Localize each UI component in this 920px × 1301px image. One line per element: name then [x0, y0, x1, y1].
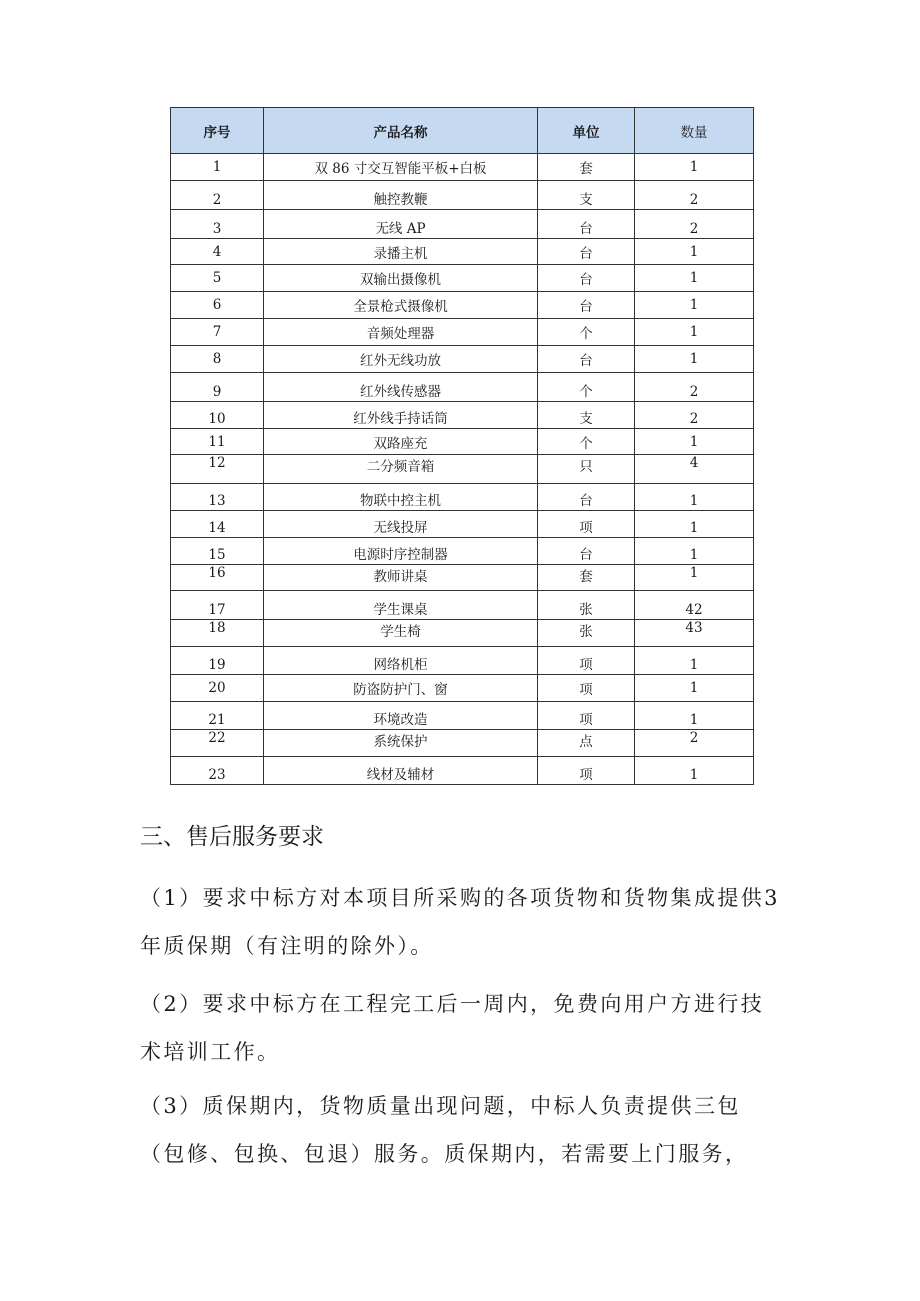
cell-quantity: 43	[635, 620, 754, 647]
cell-unit: 个	[538, 319, 635, 346]
table-row	[171, 373, 754, 402]
cell-product-name: 双路座充	[264, 429, 538, 455]
cell-index: 9	[171, 373, 264, 402]
cell-unit: 点	[538, 730, 635, 757]
table-row	[171, 538, 754, 565]
table-row	[171, 647, 754, 675]
table-row	[171, 239, 754, 265]
cell-index: 7	[171, 319, 264, 346]
cell-index: 8	[171, 346, 264, 373]
cell-unit: 项	[538, 757, 635, 785]
cell-quantity: 1	[635, 346, 754, 373]
cell-index: 21	[171, 702, 264, 730]
cell-product-name: 网络机柜	[264, 647, 538, 675]
header-index: 序号	[171, 108, 264, 154]
cell-quantity: 1	[635, 565, 754, 591]
cell-index: 17	[171, 591, 264, 620]
cell-quantity: 1	[635, 511, 754, 538]
cell-index: 16	[171, 565, 264, 591]
cell-product-name: 系统保护	[264, 730, 538, 757]
cell-unit: 台	[538, 210, 635, 239]
cell-unit: 只	[538, 455, 635, 484]
table-row	[171, 591, 754, 620]
table-body	[171, 154, 754, 785]
header-product-name: 产品名称	[264, 108, 538, 154]
cell-index: 4	[171, 239, 264, 265]
table-row	[171, 484, 754, 511]
cell-index: 6	[171, 292, 264, 319]
table-row	[171, 620, 754, 647]
cell-quantity: 2	[635, 730, 754, 757]
cell-quantity: 1	[635, 265, 754, 292]
cell-unit: 套	[538, 154, 635, 181]
cell-unit: 个	[538, 429, 635, 455]
cell-index: 1	[171, 154, 264, 181]
cell-index: 19	[171, 647, 264, 675]
cell-quantity: 1	[635, 154, 754, 181]
cell-unit: 张	[538, 620, 635, 647]
cell-index: 3	[171, 210, 264, 239]
cell-product-name: 无线投屏	[264, 511, 538, 538]
table-row	[171, 346, 754, 373]
cell-product-name: 学生椅	[264, 620, 538, 647]
cell-unit: 台	[538, 292, 635, 319]
cell-quantity: 2	[635, 373, 754, 402]
cell-product-name: 红外线手持话筒	[264, 402, 538, 429]
table-row	[171, 511, 754, 538]
cell-product-name: 线材及辅材	[264, 757, 538, 785]
cell-quantity: 1	[635, 538, 754, 565]
table-row	[171, 675, 754, 702]
cell-product-name: 红外无线功放	[264, 346, 538, 373]
cell-index: 5	[171, 265, 264, 292]
cell-quantity: 1	[635, 702, 754, 730]
header-unit: 单位	[538, 108, 635, 154]
cell-quantity: 1	[635, 429, 754, 455]
cell-unit: 支	[538, 181, 635, 210]
cell-index: 14	[171, 511, 264, 538]
cell-product-name: 学生课桌	[264, 591, 538, 620]
cell-quantity: 2	[635, 402, 754, 429]
cell-unit: 项	[538, 702, 635, 730]
cell-product-name: 电源时序控制器	[264, 538, 538, 565]
cell-product-name: 教师讲桌	[264, 565, 538, 591]
cell-unit: 项	[538, 675, 635, 702]
table-row	[171, 565, 754, 591]
table-row	[171, 730, 754, 757]
cell-unit: 项	[538, 647, 635, 675]
header-quantity: 数量	[635, 108, 754, 154]
cell-product-name: 防盗防护门、窗	[264, 675, 538, 702]
cell-index: 20	[171, 675, 264, 702]
cell-unit: 台	[538, 265, 635, 292]
table-row	[171, 210, 754, 239]
cell-index: 23	[171, 757, 264, 785]
cell-unit: 支	[538, 402, 635, 429]
cell-quantity: 1	[635, 647, 754, 675]
table-row	[171, 455, 754, 484]
cell-product-name: 双 86 寸交互智能平板+白板	[264, 154, 538, 181]
cell-product-name: 录播主机	[264, 239, 538, 265]
cell-unit: 台	[538, 538, 635, 565]
cell-product-name: 二分频音箱	[264, 455, 538, 484]
table-row	[171, 292, 754, 319]
table-row	[171, 429, 754, 455]
cell-product-name: 全景枪式摄像机	[264, 292, 538, 319]
table-row	[171, 402, 754, 429]
cell-unit: 台	[538, 346, 635, 373]
cell-quantity: 2	[635, 181, 754, 210]
cell-product-name: 触控教鞭	[264, 181, 538, 210]
cell-product-name: 红外线传感器	[264, 373, 538, 402]
cell-product-name: 环境改造	[264, 702, 538, 730]
cell-index: 10	[171, 402, 264, 429]
cell-quantity: 1	[635, 319, 754, 346]
cell-unit: 张	[538, 591, 635, 620]
cell-index: 15	[171, 538, 264, 565]
cell-quantity: 4	[635, 455, 754, 484]
cell-index: 22	[171, 730, 264, 757]
table-row	[171, 154, 754, 181]
goods-table	[170, 107, 754, 785]
cell-quantity: 1	[635, 239, 754, 265]
cell-unit: 台	[538, 484, 635, 511]
cell-quantity: 42	[635, 591, 754, 620]
section-heading: 三、售后服务要求	[140, 824, 324, 850]
cell-product-name: 双输出摄像机	[264, 265, 538, 292]
table-header-row	[171, 108, 754, 154]
paragraph-1: （1）要求中标方对本项目所采购的各项货物和货物集成提供3 年质保期（有注明的除外）。	[140, 886, 780, 958]
cell-index: 11	[171, 429, 264, 455]
cell-unit: 套	[538, 565, 635, 591]
cell-product-name: 物联中控主机	[264, 484, 538, 511]
cell-quantity: 1	[635, 675, 754, 702]
cell-index: 18	[171, 620, 264, 647]
cell-unit: 个	[538, 373, 635, 402]
table-row	[171, 702, 754, 730]
table-row	[171, 319, 754, 346]
cell-index: 12	[171, 455, 264, 484]
cell-quantity: 1	[635, 292, 754, 319]
cell-product-name: 音频处理器	[264, 319, 538, 346]
cell-product-name: 无线 AP	[264, 210, 538, 239]
table-row	[171, 757, 754, 785]
cell-index: 13	[171, 484, 264, 511]
cell-index: 2	[171, 181, 264, 210]
paragraph-2: （2）要求中标方在工程完工后一周内，免费向用户方进行技术培训工作。	[140, 992, 765, 1064]
cell-quantity: 1	[635, 484, 754, 511]
cell-unit: 项	[538, 511, 635, 538]
table-row	[171, 181, 754, 210]
cell-quantity: 2	[635, 210, 754, 239]
paragraph-3: （3）质保期内，货物质量出现问题，中标人负责提供三包（包修、包换、包退）服务。质保期内，若需要上门服务，	[140, 1094, 749, 1166]
cell-quantity: 1	[635, 757, 754, 785]
table-row	[171, 265, 754, 292]
cell-unit: 台	[538, 239, 635, 265]
